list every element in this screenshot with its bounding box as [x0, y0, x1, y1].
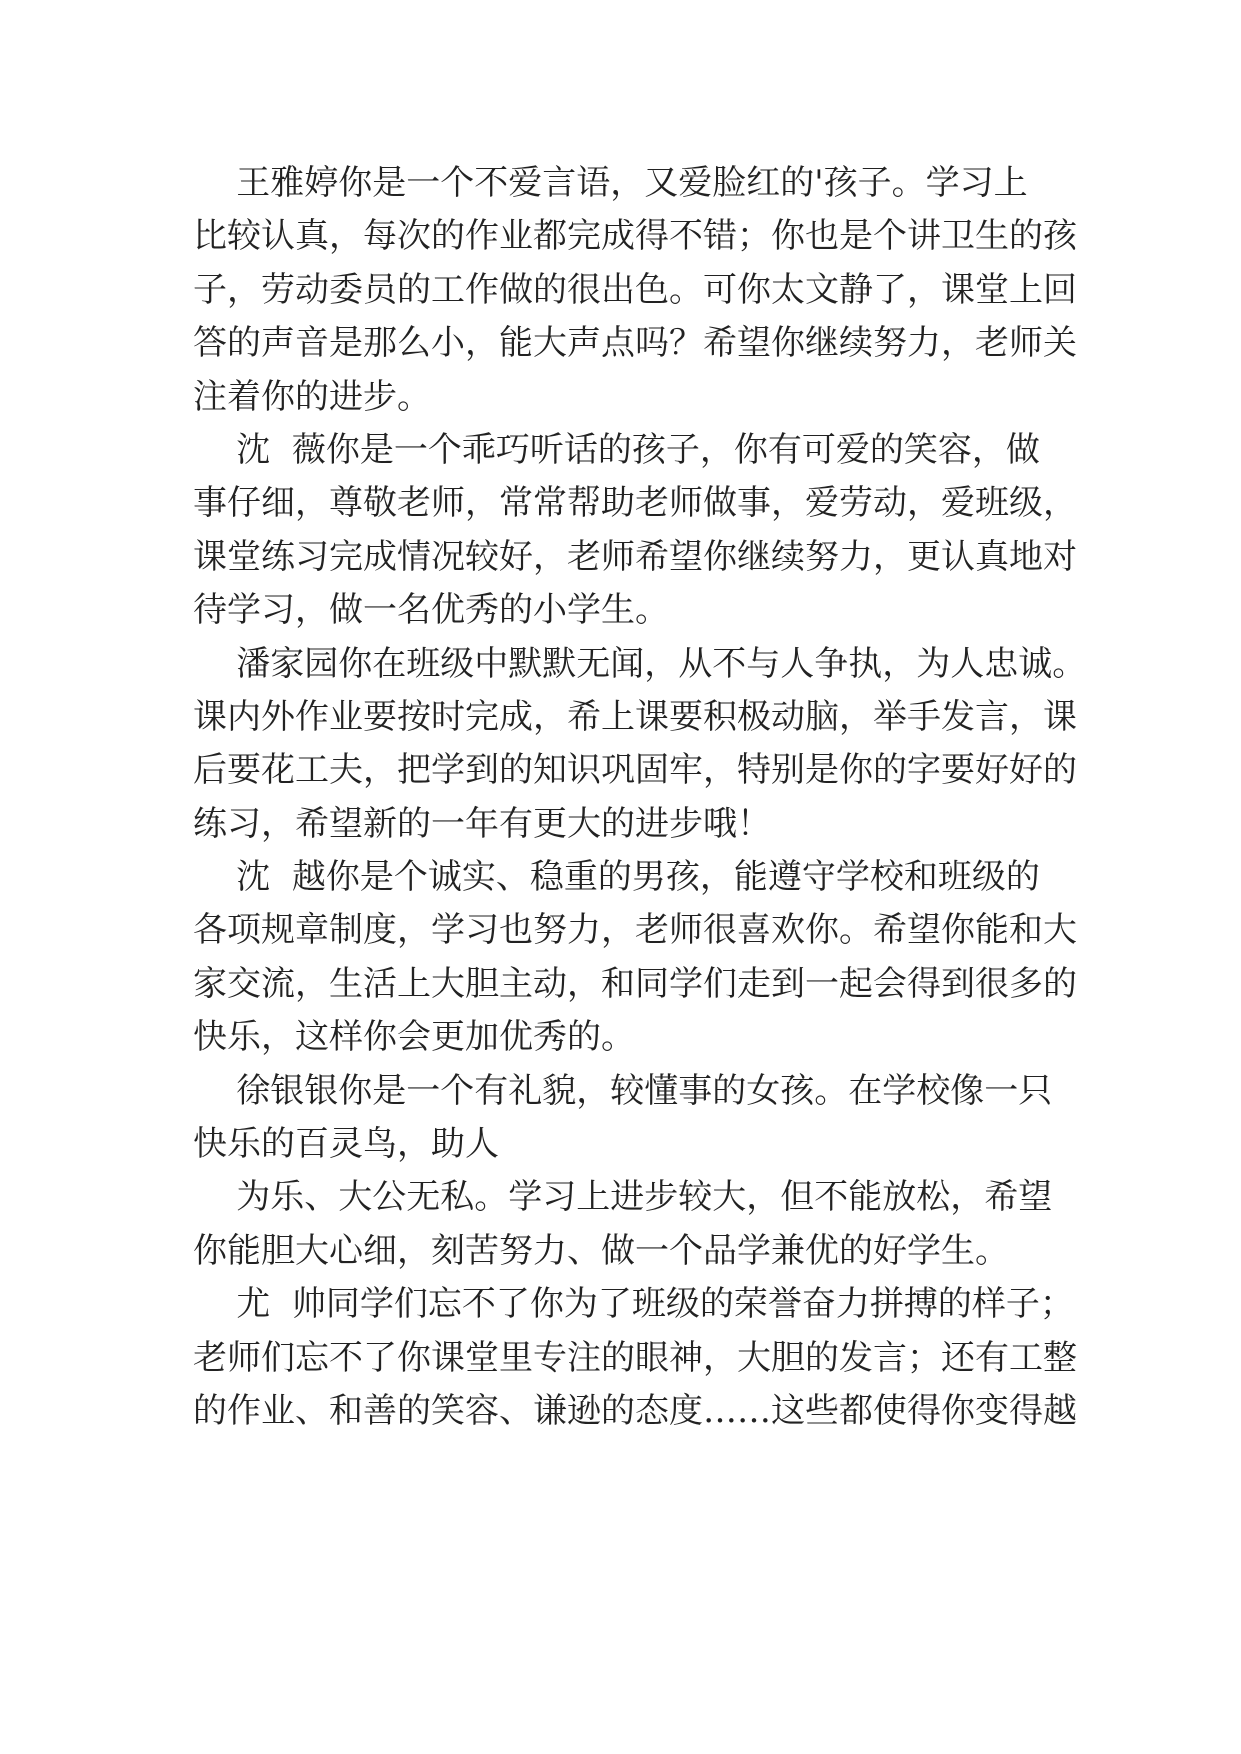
text-line: 后要花工夫，把学到的知识巩固牢，特别是你的字要好好的: [193, 750, 1077, 791]
text-line: 你能胆大心细，刻苦努力、做一个品学兼优的好学生。: [193, 1230, 1009, 1271]
text-line: 尤 帅同学们忘不了你为了班级的荣誉奋力拼搏的样子；: [193, 1284, 1074, 1325]
text-line: 的作业、和善的笑容、谦逊的态度……这些都使得你变得越: [193, 1390, 1077, 1431]
text-line: 王雅婷你是一个不爱言语，又爱脸红的'孩子。学习上: [193, 163, 1028, 203]
text-line: 沈 越你是个诚实、稳重的男孩，能遵守学校和班级的: [193, 857, 1040, 898]
text-line: 课内外作业要按时完成，希上课要积极动脑，举手发言，课: [193, 696, 1077, 737]
text-line: 子，劳动委员的工作做的很出色。可你太文静了，课堂上回: [193, 269, 1077, 310]
text-line: 老师们忘不了你课堂里专注的眼神，大胆的发言；还有工整: [193, 1337, 1077, 1378]
text-line: 沈 薇你是一个乖巧听话的孩子，你有可爱的笑容，做: [193, 429, 1040, 470]
text-line: 待学习，做一名优秀的小学生。: [193, 590, 669, 631]
text-line: 课堂练习完成情况较好，老师希望你继续努力，更认真地对: [193, 536, 1077, 577]
text-line: 潘家园你在班级中默默无闻，从不与人争执，为人忠诚。: [193, 643, 1087, 684]
text-line: 练习，希望新的一年有更大的进步哦！: [193, 803, 771, 844]
text-line: 注着你的进步。: [193, 376, 431, 417]
text-line: 答的声音是那么小，能大声点吗？希望你继续努力，老师关: [193, 323, 1077, 364]
text-line: 徐银银你是一个有礼貌，较懂事的女孩。在学校像一只: [193, 1070, 1053, 1111]
text-line: 事仔细，尊敬老师，常常帮助老师做事，爱劳动，爱班级，: [193, 483, 1077, 524]
text-line: 家交流，生活上大胆主动，和同学们走到一起会得到很多的: [193, 963, 1077, 1004]
text-line: 快乐的百灵鸟，助人: [193, 1124, 499, 1165]
text-line: 各项规章制度，学习也努力，老师很喜欢你。希望你能和大: [193, 910, 1077, 951]
text-line: 快乐，这样你会更加优秀的。: [193, 1017, 635, 1058]
text-line: 比较认真，每次的作业都完成得不错；你也是个讲卫生的孩: [193, 216, 1077, 257]
document-body: [193, 157, 1087, 1438]
text-line: 为乐、大公无私。学习上进步较大，但不能放松，希望: [193, 1177, 1053, 1218]
